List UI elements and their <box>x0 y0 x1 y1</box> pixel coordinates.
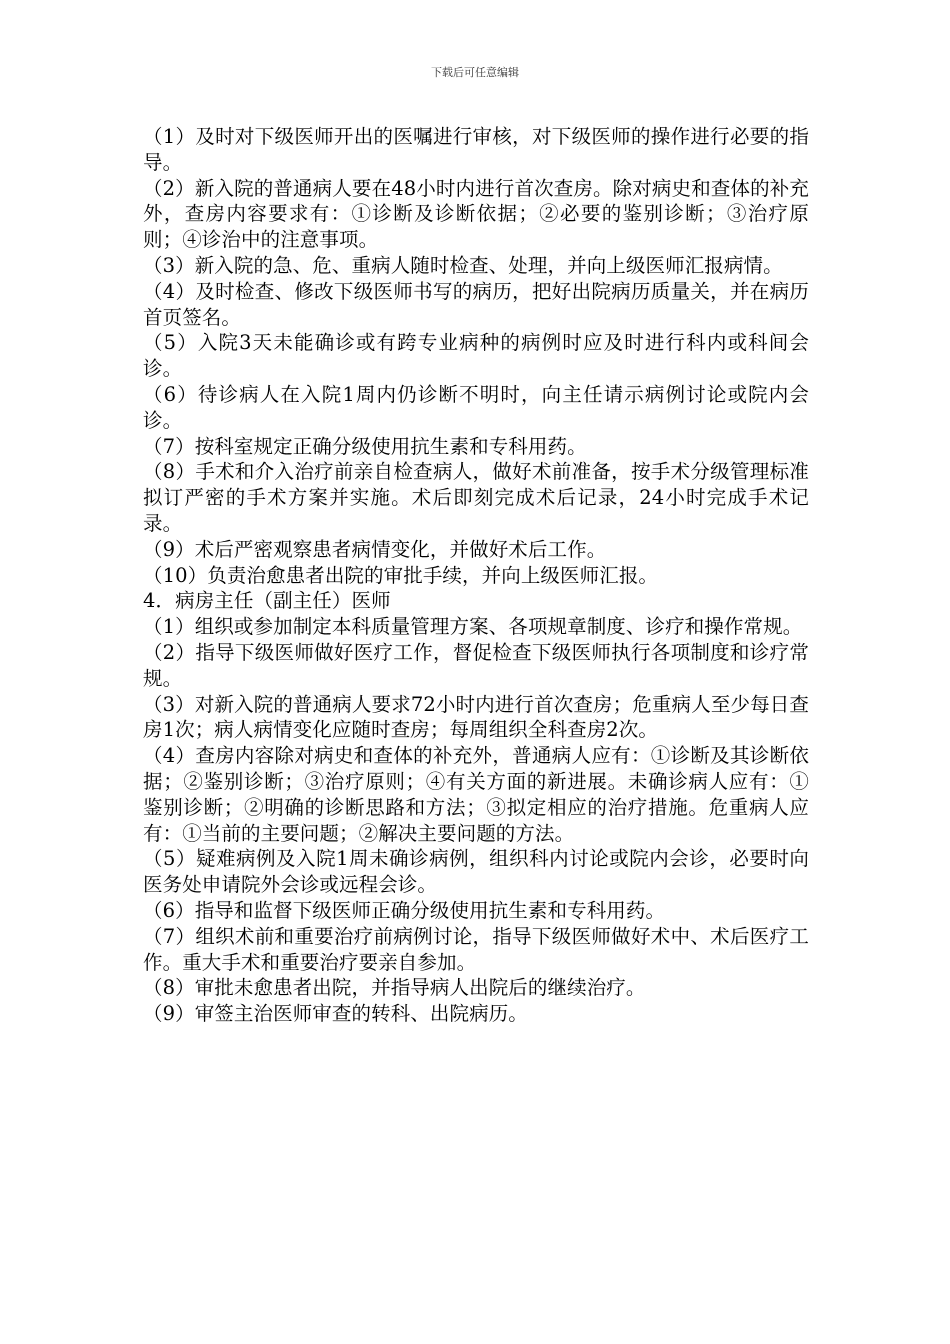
paragraph-chief-7: （7）组织术前和重要治疗前病例讨论，指导下级医师做好术中、术后医疗工作。重大手术和重要治疗要亲自参加。 <box>143 924 809 974</box>
paragraph-attending-9: （9）术后严密观察患者病情变化，并做好术后工作。 <box>143 537 607 561</box>
paragraph-chief-3: （3）对新入院的普通病人要求72小时内进行首次查房；危重病人至少每日查房1次；病人病情变化应随时查房；每周组织全科查房2次。 <box>143 692 809 742</box>
paragraph-attending-7: （7）按科室规定正确分级使用抗生素和专科用药。 <box>143 434 587 458</box>
paragraph-attending-1: （1）及时对下级医师开出的医嘱进行审核，对下级医师的操作进行必要的指导。 <box>143 125 809 174</box>
paragraph-attending-4: （4）及时检查、修改下级医师书写的病历，把好出院病历质量关，并在病历首页签名。 <box>143 279 809 329</box>
page-header-note: 下载后可任意编辑 <box>431 66 519 79</box>
paragraph-attending-10: （10）负责治愈患者出院的审批手续，并向上级医师汇报。 <box>143 563 659 587</box>
paragraph-chief-8: （8）审批未愈患者出院，并指导病人出院后的继续治疗。 <box>143 976 646 1000</box>
paragraph-chief-2: （2）指导下级医师做好医疗工作，督促检查下级医师执行各项制度和诊疗常规。 <box>143 640 809 690</box>
paragraph-chief-6: （6）指导和监督下级医师正确分级使用抗生素和专科用药。 <box>143 898 666 922</box>
paragraph-attending-3: （3）新入院的急、危、重病人随时检查、处理，并向上级医师汇报病情。 <box>143 253 783 277</box>
paragraph-chief-4: （4）查房内容除对病史和查体的补充外，普通病人应有：①诊断及其诊断依据；②鉴别诊断；③治疗原则；④有关方面的新进展。未确诊病人应有：①鉴别诊断；②明确的诊断思路和方法；③拟定相应的治疗措施。危重病人应有：①当前的主要问题；②解决主要问题的方法。 <box>143 744 809 845</box>
document-body <box>143 124 809 1027</box>
section-heading-chief-physician: 4．病房主任（副主任）医师 <box>143 589 391 613</box>
paragraph-chief-1: （1）组织或参加制定本科质量管理方案、各项规章制度、诊疗和操作常规。 <box>143 615 803 639</box>
paragraph-attending-6: （6）待诊病人在入院1周内仍诊断不明时，向主任请示病例讨论或院内会诊。 <box>143 382 809 432</box>
paragraph-attending-8: （8）手术和介入治疗前亲自检查病人，做好术前准备，按手术分级管理标准拟订严密的手术方案并实施。术后即刻完成术后记录，24小时完成手术记录。 <box>143 460 809 535</box>
paragraph-chief-5: （5）疑难病例及入院1周未确诊病例，组织科内讨论或院内会诊，必要时向医务处申请院外会诊或远程会诊。 <box>143 847 809 897</box>
paragraph-chief-9: （9）审签主治医师审查的转科、出院病历。 <box>143 1002 528 1026</box>
paragraph-attending-5: （5）入院3天未能确诊或有跨专业病种的病例时应及时进行科内或科间会诊。 <box>143 331 809 381</box>
paragraph-attending-2: （2）新入院的普通病人要在48小时内进行首次查房。除对病史和查体的补充外，查房内容要求有：①诊断及诊断依据；②必要的鉴别诊断；③治疗原则；④诊治中的注意事项。 <box>143 176 809 252</box>
